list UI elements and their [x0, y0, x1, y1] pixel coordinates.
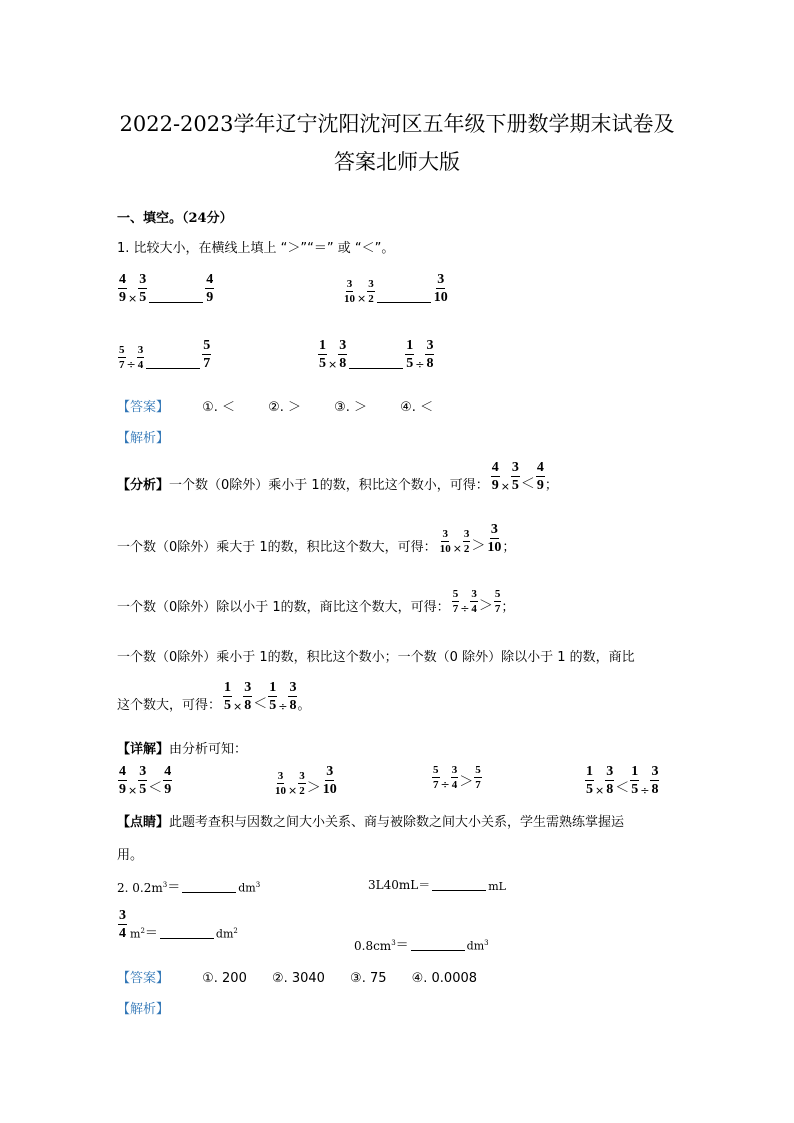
answer-blank[interactable]	[349, 368, 403, 369]
fraction: $\frac{3}{2}$	[368, 278, 374, 305]
answer-blank[interactable]	[377, 302, 431, 303]
q1-item-4: $\frac{1}{5}$ × $\frac{3}{8}$ $\frac{1}{5}$ ÷ $\frac{3}{8}$	[319, 338, 434, 371]
answer-blank[interactable]	[149, 302, 203, 303]
comment-line-2: 用。	[117, 848, 144, 863]
fraction: $\frac{5}{7}$	[119, 344, 125, 371]
fraction: $\frac{3}{5}$	[139, 272, 147, 305]
answer-blank[interactable]	[160, 938, 214, 939]
detail-line: 【详解】由分析可知：	[117, 742, 248, 757]
detail-expr-2: $\frac{3}{10}$ × $\frac{3}{2}$ ＞ $\frac{3}{10}$	[275, 764, 337, 797]
q1-item-3: $\frac{5}{7}$ ÷ $\frac{3}{4}$ $\frac{5}{7}$	[119, 338, 211, 371]
fraction: $\frac{3}{4}$	[137, 344, 144, 371]
analysis-label: 【解析】	[117, 431, 170, 446]
answer-label: 【答案】	[117, 971, 170, 986]
detail-expr-3: $\frac{5}{7}$ ÷ $\frac{3}{4}$ ＞ $\frac{5}{7}$	[433, 764, 481, 791]
question-1-prompt: 1. 比较大小，在横线上填上 “＞”“＝” 或 “＜”。	[117, 241, 395, 256]
q2-answer-row	[117, 967, 477, 986]
answer-blank[interactable]	[411, 950, 465, 951]
detail-expr-1: $\frac{4}{9}$ × $\frac{3}{5}$ ＜ $\frac{4}{9}$	[119, 764, 172, 797]
fraction: $\frac{1}{5}$	[319, 338, 326, 371]
fraction: $\frac{5}{7}$	[203, 338, 211, 371]
q2-item-3: $\frac{3}{4}$ $m^2$ ＝ $dm^2$	[119, 908, 238, 941]
answer-2: ②. ＞	[268, 400, 302, 415]
fraction: $\frac{4}{9}$	[119, 272, 126, 305]
answer-3: ③. 75	[350, 971, 387, 986]
analysis-line-2: 一个数（0除外）乘大于 1的数，积比这个数大，可得： $\frac{3}{10}$ × $\frac{3}{2}$ ＞ $\frac{3}{10}$ ；	[117, 522, 516, 555]
fraction: $\frac{1}{5}$	[406, 338, 414, 371]
answer-blank[interactable]	[182, 892, 236, 893]
fraction: $\frac{3}{10}$	[344, 278, 355, 305]
q2-item-4: $0.8cm^3$ ＝ $dm^3$	[354, 938, 489, 953]
analysis-line-1: 【分析】一个数（0除外）乘小于 1的数，积比这个数小，可得： $\frac{4}{9}$ × $\frac{3}{5}$ ＜ $\frac{4}{9}$ ；	[117, 460, 558, 493]
answer-4: ④. 0.0008	[411, 971, 478, 986]
detail-expr-4: $\frac{1}{5}$ × $\frac{3}{8}$ ＜ $\frac{1}{5}$ ÷ $\frac{3}{8}$	[586, 764, 659, 797]
answer-label: 【答案】	[117, 400, 170, 415]
comment-line-1: 【点睛】此题考查积与因数之间大小关系、商与被除数之间大小关系，学生需熟练掌握运	[117, 815, 625, 830]
answer-blank[interactable]	[146, 368, 200, 369]
document-title-line2: 答案北师大版	[334, 150, 460, 174]
answer-4: ④. ＜	[400, 400, 434, 415]
q1-answer-row	[117, 396, 433, 415]
analysis-line-4: 一个数（0除外）乘小于 1的数，积比这个数小；一个数（0 除外）除以小于 1 的数，商比	[117, 650, 635, 665]
q1-item-2: $\frac{3}{10}$ × $\frac{3}{2}$ $\frac{3}{10}$	[344, 272, 448, 305]
document-title-line1: 2022-2023学年辽宁沈阳沈河区五年级下册数学期末试卷及	[119, 112, 675, 136]
fraction: $\frac{3}{10}$	[433, 272, 448, 305]
analysis-line-5: 这个数大，可得： $\frac{1}{5}$ × $\frac{3}{8}$ ＜ $\frac{1}{5}$ ÷ $\frac{3}{8}$ 。	[117, 680, 311, 713]
answer-blank[interactable]	[432, 890, 486, 891]
analysis-label: 【解析】	[117, 1002, 170, 1017]
q2-item-1: 2. $0.2m^3$ ＝ $dm^3$	[117, 880, 261, 895]
q2-item-2: 3L40mL＝ mL	[368, 878, 506, 893]
answer-1: ①. 200	[202, 971, 247, 986]
fraction: $\frac{4}{9}$	[206, 272, 214, 305]
answer-3: ③. ＞	[334, 400, 368, 415]
section-heading: 一、填空。（24分）	[117, 211, 233, 226]
fraction: $\frac{3}{8}$	[426, 338, 434, 371]
answer-1: ①. ＜	[202, 400, 236, 415]
analysis-line-3: 一个数（0除外）除以小于 1的数，商比这个数大，可得： $\frac{5}{7}$ ÷ $\frac{3}{4}$ ＞ $\frac{5}{7}$ ；	[117, 588, 515, 615]
q1-item-1: $\frac{4}{9}$ × $\frac{3}{5}$ $\frac{4}{9}$	[119, 272, 214, 305]
fraction: $\frac{3}{8}$	[339, 338, 347, 371]
answer-2: ②. 3040	[271, 971, 325, 986]
